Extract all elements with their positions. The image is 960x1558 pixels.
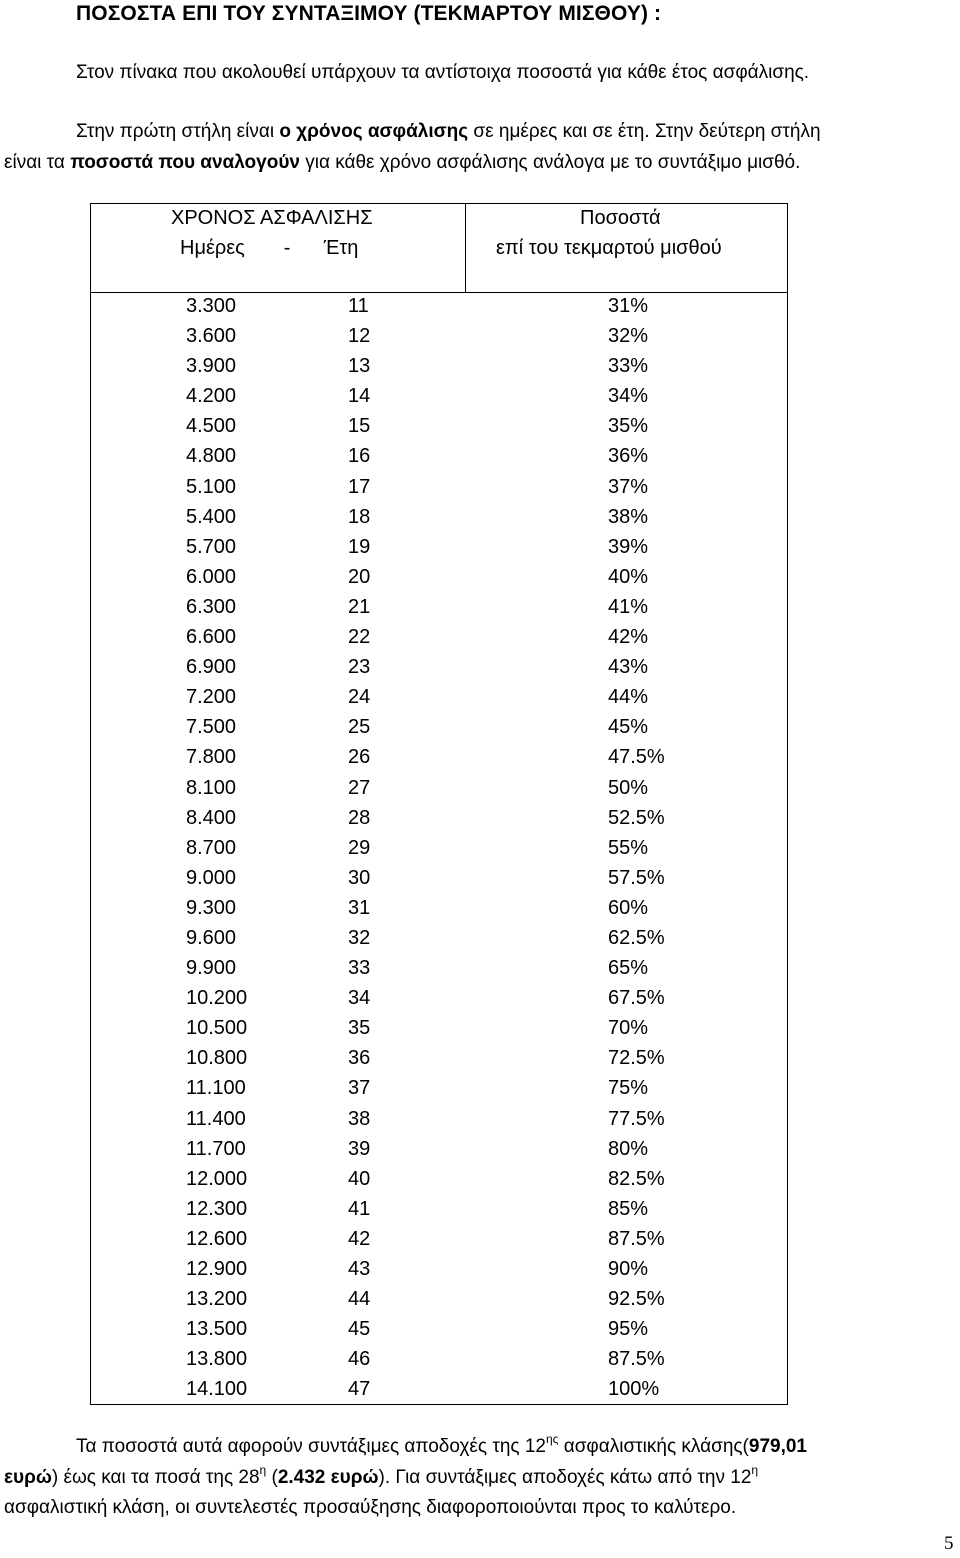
years-cell: 27: [348, 776, 371, 799]
percentage-cell: 82.5%: [608, 1167, 665, 1190]
days-cell: 12.300: [186, 1197, 248, 1220]
percentage-cell: 52.5%: [608, 806, 665, 829]
days-cell: 6.300: [186, 595, 237, 618]
days-cell: 4.800: [186, 445, 237, 468]
table-row: [0, 714, 960, 744]
days-cell: 3.600: [186, 325, 237, 348]
percentage-cell: 87.5%: [608, 1348, 665, 1371]
days-cell: 5.100: [186, 475, 237, 498]
years-cell: 28: [348, 806, 371, 829]
table-row: [0, 383, 960, 413]
intro-text: σε ημέρες και σε έτη. Στην δεύτερη στήλη: [468, 121, 821, 142]
table-row: [0, 293, 960, 323]
percentage-cell: 70%: [608, 1017, 649, 1040]
percentage-cell: 45%: [608, 716, 649, 739]
percentage-cell: 34%: [608, 385, 649, 408]
years-cell: 19: [348, 535, 371, 558]
table-row: [0, 624, 960, 654]
percentage-cell: 90%: [608, 1258, 649, 1280]
years-cell: 43: [348, 1258, 371, 1280]
days-cell: 6.900: [186, 656, 237, 679]
days-cell: 13.200: [186, 1288, 248, 1311]
years-cell: 23: [348, 656, 371, 679]
years-cell: 22: [348, 626, 371, 649]
years-cell: 14: [348, 385, 371, 408]
percentage-cell: 40%: [608, 565, 649, 588]
days-cell: 9.900: [186, 957, 237, 980]
percentage-cell: 33%: [608, 355, 649, 378]
table-row: [0, 564, 960, 594]
days-cell: 4.500: [186, 415, 237, 438]
footer-superscript: η: [751, 1463, 759, 1477]
table-row: [0, 1376, 960, 1406]
years-cell: 30: [348, 866, 371, 889]
intro-line-1: Στον πίνακα που ακολουθεί υπάρχουν τα αντίστοιχα ποσοστά για κάθε έτος ασφάλισης.: [76, 62, 810, 83]
days-cell: 4.200: [186, 385, 237, 408]
table-row: [0, 865, 960, 895]
table-row: [0, 353, 960, 383]
percentage-cell: 43%: [608, 656, 649, 679]
days-cell: 5.700: [186, 535, 237, 558]
table-row: [0, 1286, 960, 1316]
footer-text: ασφαλιστικής κλάσης(: [558, 1436, 749, 1457]
percentage-cell: 72.5%: [608, 1047, 665, 1070]
years-cell: 21: [348, 595, 371, 618]
days-cell: 9.300: [186, 896, 237, 919]
table-row: [0, 895, 960, 925]
years-cell: 26: [348, 746, 371, 769]
table-row: [0, 955, 960, 985]
days-cell: 5.400: [186, 505, 237, 528]
years-cell: 17: [348, 475, 371, 498]
days-cell: 12.000: [186, 1167, 248, 1190]
days-cell: 8.700: [186, 836, 237, 859]
days-cell: 7.500: [186, 716, 237, 739]
table-row: [0, 413, 960, 443]
page-number: 5: [944, 1533, 954, 1554]
table-row: [0, 684, 960, 714]
years-cell: 41: [348, 1197, 371, 1220]
footer-amount: 979,01: [748, 1436, 808, 1457]
days-cell: 8.100: [186, 776, 237, 799]
days-cell: 10.500: [186, 1017, 248, 1040]
percentage-cell: 67.5%: [608, 987, 665, 1010]
days-cell: 6.000: [186, 565, 237, 588]
percentage-cell: 37%: [608, 475, 649, 498]
table-row: [0, 1045, 960, 1075]
years-cell: 13: [348, 355, 371, 378]
footer-superscript: ης: [545, 1432, 559, 1446]
percentage-cell: 92.5%: [608, 1288, 665, 1311]
percentage-cell: 85%: [608, 1197, 649, 1220]
percentage-cell: 47.5%: [608, 746, 665, 769]
footer-line-3: ασφαλιστική κλάση, οι συντελεστές προσαύξησης διαφοροποιούνται προς το καλύτερο.: [4, 1497, 737, 1518]
years-cell: 35: [348, 1017, 371, 1040]
intro-emphasis: ποσοστά που αναλογούν: [70, 152, 300, 173]
days-cell: 13.500: [186, 1318, 248, 1341]
table-row: [0, 1015, 960, 1045]
percentage-cell: 50%: [608, 776, 649, 799]
table-row: [0, 1346, 960, 1376]
table-row: [0, 1075, 960, 1105]
footer-text: (: [266, 1467, 278, 1488]
days-cell: 7.200: [186, 686, 237, 709]
intro-line-3: [4, 152, 800, 174]
days-cell: 12.900: [186, 1258, 248, 1280]
days-cell: 11.100: [186, 1077, 246, 1100]
years-cell: 18: [348, 505, 371, 528]
footer-text: ). Για συντάξιμες αποδοχές κάτω από την 12: [378, 1467, 752, 1488]
percentage-cell: 100%: [608, 1378, 660, 1401]
table-row: [0, 474, 960, 504]
percentage-cell: 77.5%: [608, 1107, 665, 1130]
footer-line-2: [4, 1463, 759, 1489]
days-cell: 8.400: [186, 806, 237, 829]
percentage-cell: 80%: [608, 1137, 649, 1160]
intro-emphasis: ο χρόνος ασφάλισης: [279, 121, 469, 142]
header-insurance-time: ΧΡΟΝΟΣ ΑΣΦΑΛΙΣΗΣ: [171, 207, 373, 229]
footer-text: ) έως και τα ποσά της 28: [51, 1467, 260, 1488]
table-row: [0, 985, 960, 1015]
percentage-cell: 57.5%: [608, 866, 665, 889]
years-cell: 37: [348, 1077, 371, 1100]
years-cell: 16: [348, 445, 371, 468]
table-row: [0, 1316, 960, 1346]
years-cell: 42: [348, 1227, 371, 1250]
percentage-cell: 32%: [608, 325, 649, 348]
percentage-cell: 44%: [608, 686, 649, 709]
percentage-cell: 87.5%: [608, 1227, 665, 1250]
page-title: ΠΟΣΟΣΤΑ ΕΠΙ ΤΟΥ ΣΥΝΤΑΞΙΜΟΥ (ΤΕΚΜΑΡΤΟΥ ΜΙΣΘΟΥ) :: [76, 2, 662, 25]
table-row: [0, 1166, 960, 1196]
days-cell: 14.100: [186, 1378, 248, 1401]
percentage-cell: 95%: [608, 1318, 649, 1341]
percentage-cell: 65%: [608, 957, 649, 980]
years-cell: 24: [348, 686, 371, 709]
days-cell: 10.200: [186, 987, 248, 1010]
percentage-cell: 38%: [608, 505, 649, 528]
table-row: [0, 1106, 960, 1136]
table-row: [0, 1196, 960, 1226]
intro-line-2: [76, 121, 821, 143]
days-cell: 9.000: [186, 866, 237, 889]
days-cell: 3.300: [186, 295, 237, 317]
intro-text: Στην πρώτη στήλη είναι: [76, 121, 280, 142]
percentage-cell: 31%: [608, 295, 649, 317]
table-row: [0, 925, 960, 955]
days-cell: 11.400: [186, 1107, 246, 1130]
intro-text: είναι τα: [4, 152, 71, 173]
header-on-salary: επί του τεκμαρτού μισθού: [496, 237, 722, 259]
table-row: [0, 1256, 960, 1286]
years-cell: 29: [348, 836, 371, 859]
days-cell: 13.800: [186, 1348, 248, 1371]
header-column-divider: [465, 203, 466, 293]
footer-amount: ευρώ: [4, 1467, 52, 1488]
years-cell: 36: [348, 1047, 371, 1070]
intro-text: για κάθε χρόνο ασφάλισης ανάλογα με το συντάξιμο μισθό.: [299, 152, 801, 173]
years-cell: 47: [348, 1378, 371, 1401]
years-cell: 39: [348, 1137, 371, 1160]
years-cell: 44: [348, 1288, 371, 1311]
table-row: [0, 594, 960, 624]
years-cell: 25: [348, 716, 371, 739]
percentage-cell: 62.5%: [608, 926, 665, 949]
header-percentages: Ποσοστά: [580, 207, 661, 229]
years-cell: 38: [348, 1107, 371, 1130]
years-cell: 45: [348, 1318, 371, 1341]
days-cell: 6.600: [186, 626, 237, 649]
percentage-cell: 35%: [608, 415, 649, 438]
table-row: [0, 443, 960, 473]
days-cell: 3.900: [186, 355, 237, 378]
years-cell: 31: [348, 896, 371, 919]
years-cell: 32: [348, 926, 371, 949]
table-row: [0, 1136, 960, 1166]
percentage-cell: 39%: [608, 535, 649, 558]
percentage-cell: 60%: [608, 896, 649, 919]
days-cell: 11.700: [186, 1137, 246, 1160]
days-cell: 9.600: [186, 926, 237, 949]
percentage-cell: 75%: [608, 1077, 649, 1100]
days-cell: 10.800: [186, 1047, 248, 1070]
table-row: [0, 835, 960, 865]
footer-line-1: [76, 1432, 808, 1458]
table-row: [0, 323, 960, 353]
percentage-cell: 42%: [608, 626, 649, 649]
footer-text: Τα ποσοστά αυτά αφορούν συντάξιμες αποδοχές της 12: [76, 1436, 546, 1457]
percentage-cell: 55%: [608, 836, 649, 859]
percentage-cell: 36%: [608, 445, 649, 468]
table-row: [0, 504, 960, 534]
years-cell: 12: [348, 325, 371, 348]
years-cell: 40: [348, 1167, 371, 1190]
table-row: [0, 775, 960, 805]
days-cell: 7.800: [186, 746, 237, 769]
years-cell: 33: [348, 957, 371, 980]
years-cell: 34: [348, 987, 371, 1010]
table-row: [0, 744, 960, 774]
header-days-years: Ημέρες - Έτη: [180, 237, 359, 259]
footer-superscript: η: [259, 1463, 267, 1477]
years-cell: 15: [348, 415, 371, 438]
table-row: [0, 534, 960, 564]
years-cell: 46: [348, 1348, 371, 1371]
days-cell: 12.600: [186, 1227, 248, 1250]
percentage-cell: 41%: [608, 595, 649, 618]
years-cell: 11: [348, 295, 369, 317]
table-row: [0, 805, 960, 835]
table-row: [0, 1226, 960, 1256]
footer-amount: 2.432 ευρώ: [277, 1467, 379, 1488]
years-cell: 20: [348, 565, 371, 588]
table-body: [0, 293, 960, 1406]
table-row: [0, 654, 960, 684]
